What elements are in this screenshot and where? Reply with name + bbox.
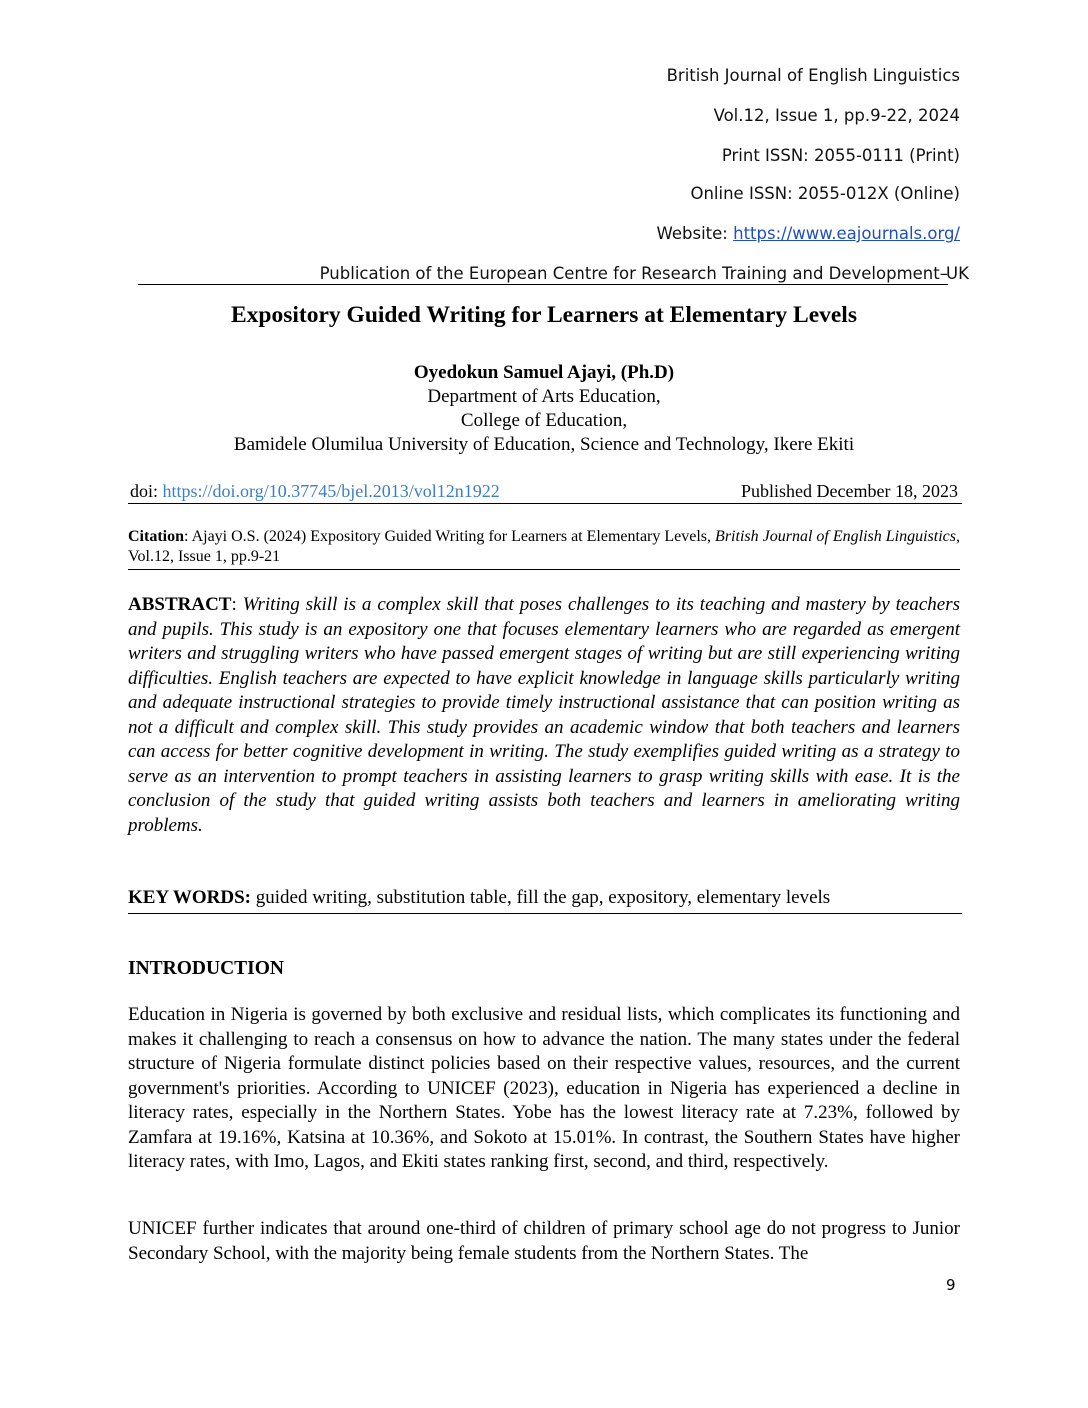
keywords-label: KEY WORDS: (128, 887, 251, 908)
author-department: Department of Arts Education, (427, 386, 661, 407)
website-line (657, 224, 960, 243)
introduction-paragraph-2: UNICEF further indicates that around one-third of children of primary school age do not progress to Junior Secondary School, with the majority being female students from the Northern States. The (128, 1218, 960, 1264)
online-issn: Online ISSN: 2055-012X (Online) (690, 184, 960, 203)
citation-text-before: : Ajayi O.S. (2024) Expository Guided Writing for Learners at Elementary Levels, (184, 528, 716, 545)
publication-suffix: UK (946, 264, 969, 283)
journal-name: British Journal of English Linguistics (666, 66, 960, 85)
abstract-text: Writing skill is a complex skill that poses challenges to its teaching and mastery by teachers and pupils. This study is an expository one that focuses elementary learners who are regarded as emergent writers and struggling writers who have passed emergent stages of writing but are still experiencing writing difficulties. English teachers are expected to have explicit knowledge in language skills particularly writing and adequate instructional strategies to provide timely instructional assistance that can position writing as not a difficult and complex skill. This study provides an academic window that both teachers and learners can access for better cognitive development in writing. The study exemplifies guided writing as a strategy to serve as an intervention to prompt teachers in assisting learners to grasp writing skills with ease. It is the conclusion of the study that guided writing assists both teachers and learners in ameliorating writing problems. (128, 594, 960, 836)
website-link[interactable]: https://www.eajournals.org/ (733, 224, 960, 243)
citation-text-after: , Vol.12, Issue 1, pp.9-21 (128, 528, 960, 565)
doi-link[interactable]: https://doi.org/10.37745/bjel.2013/vol12n1922 (162, 481, 500, 501)
print-issn: Print ISSN: 2055-0111 (Print) (721, 146, 960, 165)
author-name: Oyedokun Samuel Ajayi, (Ph.D) (413, 362, 675, 383)
abstract-block (128, 593, 960, 838)
page-number: 9 (946, 1276, 956, 1294)
published-date: Published December 18, 2023 (741, 481, 958, 501)
introduction-paragraph-1: Education in Nigeria is governed by both exclusive and residual lists, which complicates its functioning and makes it challenging to reach a consensus on how to advance the nation. The many states under the federal structure of Nigeria formulate distinct policies based on their respective values, resources, and the current government's priorities. According to UNICEF (2023), education in Nigeria has experienced a decline in literacy rates, especially in the Northern States. Yobe has the lowest literacy rate at 7.23%, followed by Zamfara at 19.16%, Katsina at 10.36%, and Sokoto at 15.01%. In contrast, the Southern States have higher literacy rates, with Imo, Lagos, and Ekiti states ranking first, second, and third, respectively. (128, 1004, 960, 1172)
publication-line: Publication of the European Centre for Research Training and Development– (319, 264, 948, 283)
doi-row (128, 481, 962, 504)
doi-label: doi: (130, 481, 163, 501)
doi-line (130, 481, 500, 502)
publication-rule (138, 264, 948, 285)
journal-volume: Vol.12, Issue 1, pp.9-22, 2024 (713, 106, 960, 125)
section-heading-introduction: INTRODUCTION (128, 958, 285, 979)
author-university: Bamidele Olumilua University of Education, Science and Technology, Ikere Ekiti (233, 434, 855, 455)
paper-title: Expository Guided Writing for Learners at Elementary Levels (231, 302, 857, 328)
keywords-block (128, 887, 962, 914)
author-college: College of Education, (460, 410, 628, 431)
citation-journal: British Journal of English Linguistics (715, 528, 956, 545)
website-label: Website: (656, 224, 734, 243)
keywords-text: guided writing, substitution table, fill the gap, expository, elementary levels (251, 887, 831, 908)
citation-block (128, 527, 960, 570)
abstract-label: ABSTRACT (128, 594, 232, 615)
citation-label: Citation (128, 528, 184, 545)
abstract-separator: : (231, 594, 243, 615)
